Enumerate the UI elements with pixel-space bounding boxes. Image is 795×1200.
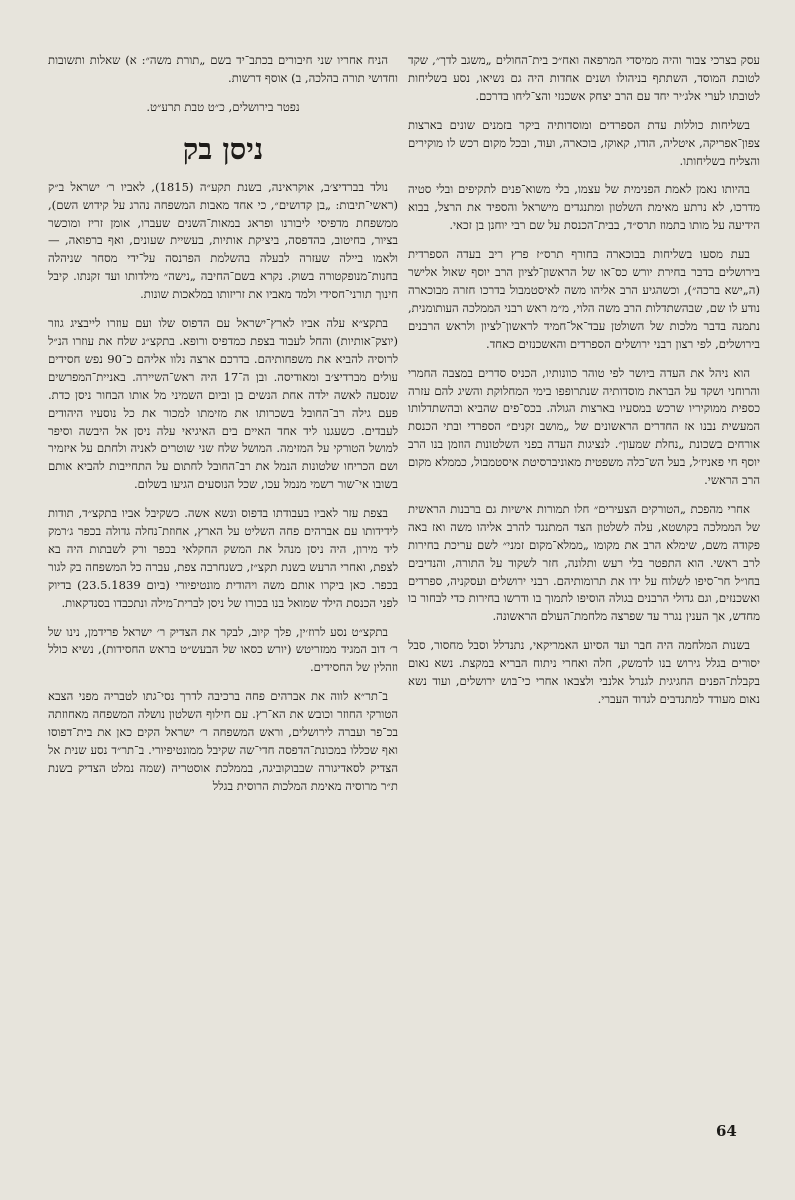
left-paragraph-3: בצפת עזר לאביו בעבודתו בדפוס ונשא אשה. כשקיבל אביו בתקצ״ד, תודות לידידותו עם אברהים פחה השליט על הארץ, אחוזת־נחלה גדולה בכפר ג׳רמק ליד מירון, היה ניסן מנהל את המשק החקלאי בכפר ורק לשבתות היה בא לצפת, ואחרי הרעש בשנת תקצ״ז, כשנחרבה צפת, עברה כל המשפחה בק לגור בכפר. כאן ביקרו אותם משה ויהודית מונטיפיורי (ביום 23.5.1839) בדיוק לפני הכנסת הילד שמואל בנו בכורו של ניסן לברית־מילה ונתכבדו בסנדקאות. — [48, 506, 398, 610]
section-heading: ניסן בק — [182, 131, 264, 166]
death-note: נפטר בירושלים, כ״ט טבת תרע״ט. — [146, 99, 300, 114]
page-number: 64 — [716, 1122, 737, 1140]
right-paragraph-2: בשליחות כוללות עדת הספרדים ומוסדותיה ביקר בזמנים שונים בארצות צפון־אפריקה, איטליה, הודו, קאוקז, בוכארה, ועוד, ובכל מקום רכש לו מוקירים והצליח בשליחותו. — [408, 117, 760, 168]
right-paragraph-7: בשנות המלחמה היה חבר ועד הסיוע האמריקאי, נתנדלל וסבל מחסור, סבל יסורים בגלל גירוש בנו לדמשק, חלה ואחרי ניתוח הבריא במקצת. נשא נאום בקבלת־הפנים החגיגית לגנרל אלנבי ולצבאו אחרי כי־בוש ירושלים, ועוד נשא נאום מעודד למתנדבים לגדוד העברי. — [408, 638, 760, 706]
left-paragraph-2: בתקצ״א עלה אביו לארץ־ישראל עם הדפוס שלו ועם עוזרו לייבציג גוזר (יוצק־אותיות) והחל לעבוד בצפת כמדפיס ורופא. בתקצ״ג שלח את עוזרו הנ״ל לרוסיה להביא את משפחותיהם. בדרכם ארצה נלוו אליהם כ־90 נפש חסידים עולים מברדיצ׳ב ומאודיסה. ובן ה־17 היה ראש־השיירה. באניית־המפרשים שנסעה לאשה ילדה אחת הנשים בן וביום השמיני מל אותו הבחור ניסן כדת. פעם גילה רב־החובל בשכרותו את מזימתו למכור את כל נוסעיו היהודים לעבדים. כשעגנו ליד אחד האיים בים האיגיאי עלה ניסן אל היבשה וסיפר למושל הטורקי על המזימה. המושל שלח שני שוטרים לאניה ולחתם על איזמיר ושם הכריחו שלטונות הנמל את רב־החובל לחתום על התחייבות להביא אותם בשובו אי־שור רשמי מנמל עכו, שכל הנוסעים הגיעו בשלום. — [48, 316, 399, 492]
left-intro-paragraph: הניח אחריו שני חיבורים בכתב־יד בשם „תורת משה״: א) שאלות ותשובות וחדושי תורה בהלכה, ב) אוסף דרשות. — [48, 53, 398, 85]
right-paragraph-3: בהיותו נאמן לאמת הפנימית של עצמו, בלי משוא־פנים לתקיפים ובלי סטיה מדרכו, לא נרתע מאימת השלטון ומתנגדים מישראל והספיד את הרצל, בבוא הידיעה על מותו בתמוז תרס״ד, בבית־הכנסת על שם רבי יוחנן בן זכאי. — [408, 182, 760, 233]
left-column — [48, 52, 398, 807]
right-column — [408, 52, 760, 720]
right-paragraph-5: הוא ניהל את העדה ביושר לפי טוהר כוונותיו, הכניס סדרים במצבה החמרי והרוחני ושקד על הבראת מוסדותיה שנתרופפו בימי המחלוקת והשיג להם עזרה כספית ממוקיריו שרכש במסעיו בארצות הגולה. בכס־פים שהביא ובהשתדלותו המעשית נבנו אז החדרים הראשונים של „מושב זקנים״ הספרדי ובתי הכנסת אורחים בשכונת „נחלת שמעון״. לנציגות העדה בפני השלטונות הוזמן בנו הרב יוסף חי פאניז׳ל, בעל הש־כלה משפטית מאוניברסיטת איסטמבול, כממלא מקום הרב הראשי. — [408, 365, 760, 488]
right-paragraph-6: אחרי מהפכת „הטורקים הצעירים״ חלו תמורות אישיות גם ברבנות הראשית של הממלכה בקושטא, עלה לשלטון הצד המתנגד להרב אליהו משה ואז באה פקודה משם, שימלא הרב את מקומו „ממלא־מקום זמני״ לשם עריכת בחירות לרב ראשי. הוא התפטר בלי רעש ותלונה, חזר לשקוד על התורה, והנדיבים בחו״ל חר־סיפו לשלוח על ידו את תרומותיהם. רבני ירושלים ועסקניה, ספרדים ואשכנזים, וגם גדולי הרבנים בגולה הוסיפו לתמוך בו ודרשו בחירות כדי לבחור בו מחדש, אך הענין נגרר עד שפרצה מלחמת־העולם הראשונה. — [408, 501, 760, 624]
left-paragraph-1: נולד בברדיצ׳ב, אוקראינה, בשנת תקע״ה (1815), לאביו ר׳ ישראל ב״ק (ראשי־תיבות: „בן קדושים״, כי אחד מאבות המשפחה נהרג על קידוש השם), ממשפחת מדפיסי ליבורנו ופראג במאות־השנים שעברו, אומן זריז ומוכשר בציור, בחיטוב, בהדפסה, ביציקת אותיות, בעשיית שעונים, ואף ברפואה, — ולאמו ביילה שעזרה לבעלה בהשלמת הפרנסה על־ידי מסחר שניהלה בחנות־מנופקטורה בשוק. נקרא בשם־החיבה „נישה״ מילדותו ועד זקנתו. קיבל חינוך תורני־חסידי ולמד מאביו את זריזותו במלאכות שונות. — [48, 179, 398, 302]
left-paragraph-4: בתקצ״ט נסע לרוז׳ין, פלך קיוב, לבקר את הצדיק ר׳ ישראל פרידמן, נינו של ר׳ דוב המגיד ממזריטש (יורש כסאו של הבעש״ט בראש החסידות), נשיא כולל וזהלין של החסידים. — [48, 624, 398, 675]
left-paragraph-5: ב־תר״א לווה את אברהים פחה ברכיבה לדרך נסי־גתו לטבריה מפני הצבא הטורקי החוזר וכובש את הא־רץ. עם חילוף השלטון נושלה המשפחה מאחוזתה בכ־פר ועברה לירושלים, וראש המשפחה ר׳ ישראל הקים כאן את בית־דפוסו ואף שכללו במכונת־הדפסה חדי־שה שקיבל ממונטיפיורי. ב־תר״ד נסע שנית אל הצדיק לסאדיגורה שבבוקוביגה, בממלכת אוסטריה (שמה נמלט הצדיק בשנת ת״ר מרוסיה מאימת המלכות הרוסית בגלל — [48, 689, 398, 793]
right-paragraph-4: בעת מסעו בשליחות בבוכארה בחורף תרס״ז פרץ ריב בעדה הספרדית בירושלים בדבר בחירת יורש כס־או של הראשון־לציון הרב יוסף שאול אלישר (ה„ישא ברכה״), וכשהגיע הרב אליהו משה לאיסטמבול בדרכו חזרה מבוכארה נודע לו שם, שבהשתדלות הרב משה הלוי, מ״מ ראש רבני הממלכה העותומנית, נתמנה בדבר מלכות של השולטן עבד־אל־חמיד לראשון־לציון ולראש הרבנים בירושלים, לפי רצון רבני ירושלים הספרדים והאשכנזים כאחד. — [408, 247, 760, 351]
right-paragraph-1: עסק בצרכי צבור והיה ממיסדי המרפאה ואח״כ בית־החולים „משגב לדך״, שקד לטובת המוסד, השתתף בניהולו ושנים אחדות היה גם נשיאו, נסע בשליחות לטובתו לערי אלג׳יר יחד עם הרב יצחק אשכנזי והצ־ליחו בדרכם. — [408, 53, 760, 103]
